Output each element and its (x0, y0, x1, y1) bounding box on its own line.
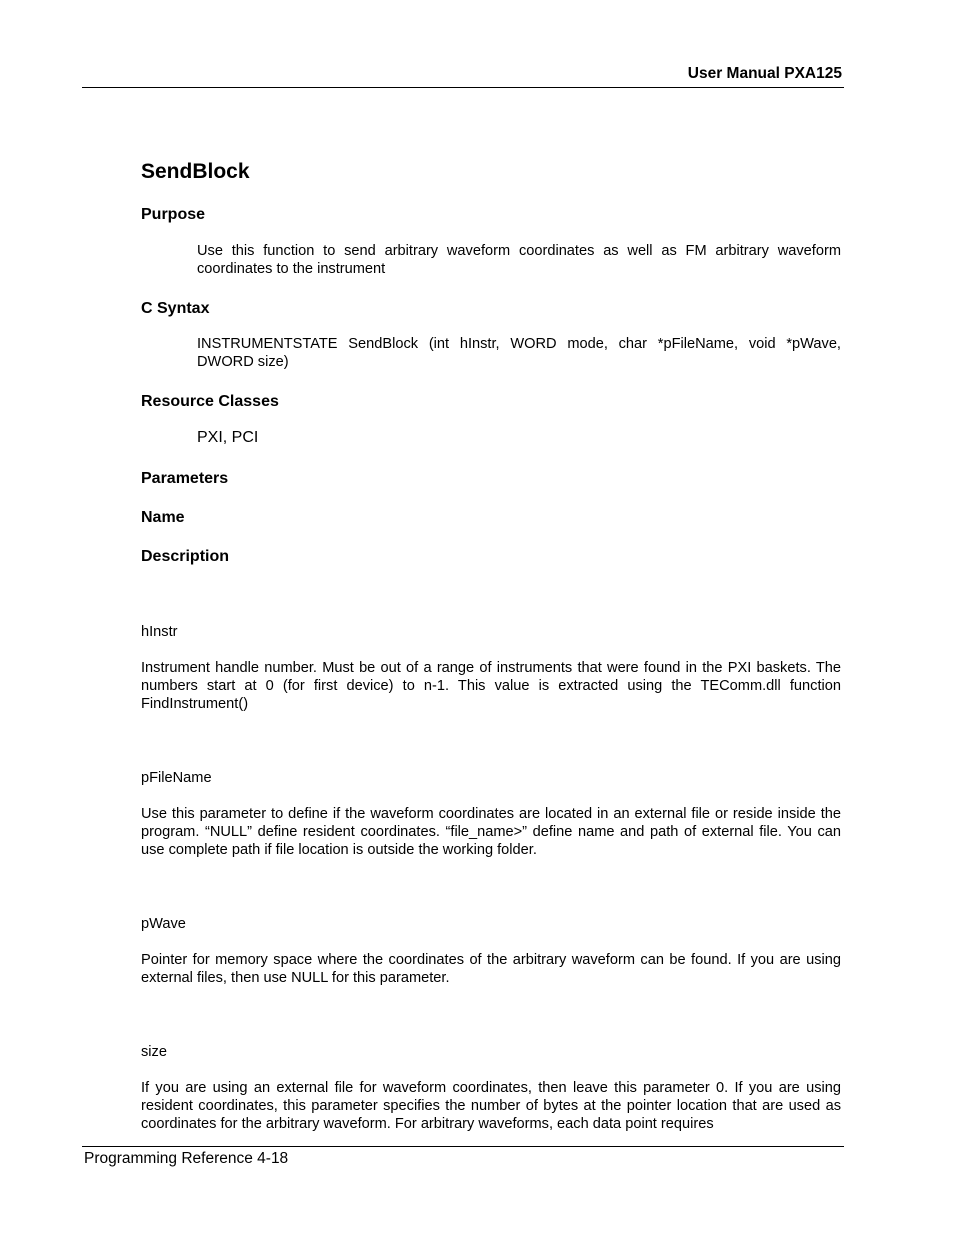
purpose-heading: Purpose (141, 206, 206, 223)
param-description: Use this parameter to define if the waveform coordinates are located in an external file or reside inside the program. “NULL” define resident coordinates. “file_name>” define name and path of external file. You can use complete path if file location is outside the working folder. (141, 806, 841, 858)
resource-classes-heading: Resource Classes (141, 393, 279, 410)
param-name: size (141, 1044, 167, 1060)
function-title: SendBlock (141, 160, 250, 183)
param-description: If you are using an external file for waveform coordinates, then leave this parameter 0. If you are using resident coordinates, this parameter specifies the number of bytes at the pointer location that are used as coordinates for the arbitrary waveform. For arbitrary waveforms, each data point requires (141, 1080, 841, 1132)
page-footer: Programming Reference 4-18 (84, 1150, 289, 1167)
header-rule (82, 87, 844, 88)
purpose-text: Use this function to send arbitrary waveform coordinates as well as FM arbitrary waveform coordinates to the instrument (197, 243, 841, 277)
description-column-heading: Description (141, 548, 230, 565)
syntax-text: INSTRUMENTSTATE SendBlock (int hInstr, WORD mode, char *pFileName, void *pWave, DWORD size) (197, 336, 841, 370)
page-header-title: User Manual PXA125 (687, 65, 842, 82)
syntax-heading: C Syntax (141, 300, 210, 317)
footer-rule (82, 1146, 844, 1147)
name-column-heading: Name (141, 509, 185, 526)
parameters-heading: Parameters (141, 470, 229, 487)
param-description: Pointer for memory space where the coordinates of the arbitrary waveform can be found. If you are using external files, then use NULL for this parameter. (141, 952, 841, 986)
param-name: hInstr (141, 624, 178, 640)
param-description: Instrument handle number. Must be out of a range of instruments that were found in the PXI baskets. The numbers start at 0 (for first device) to n-1. This value is extracted using the TEComm.dll function FindInstrument() (141, 660, 841, 712)
param-name: pWave (141, 916, 186, 932)
resource-classes-text: PXI, PCI (197, 429, 259, 446)
param-name: pFileName (141, 770, 212, 786)
